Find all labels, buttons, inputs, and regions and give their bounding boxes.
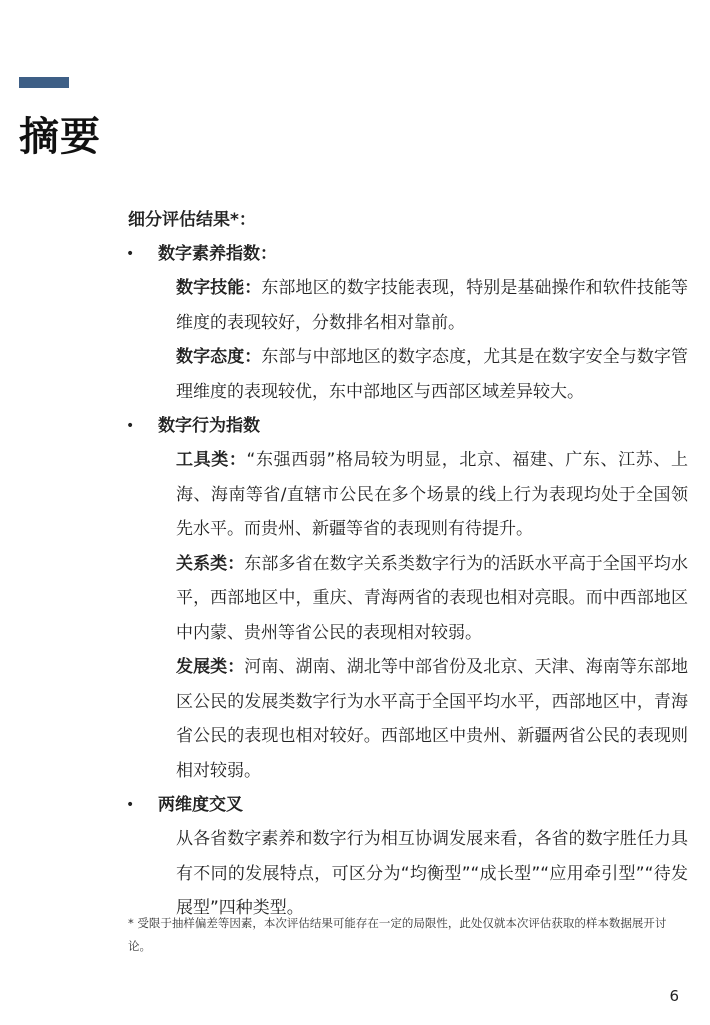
paragraph-text: “东强西弱”格局较为明显，北京、福建、广东、江苏、上海、海南等省/直辖市公民在多个场景的线上行为表现均处于全国领先水平。而贵州、新疆等省的表现则有待提升。 bbox=[176, 450, 689, 539]
paragraph-term: 发展类： bbox=[176, 657, 245, 677]
paragraph-term: 数字技能： bbox=[176, 278, 262, 298]
paragraph-term: 工具类： bbox=[176, 450, 247, 470]
paragraph-term: 关系类： bbox=[176, 553, 245, 574]
paragraph-text: 河南、湖南、湖北等中部省份及北京、天津、海南等东部地区公民的发展类数字行为水平高于全国平均水平，西部地区中，青海省公民的表现也相对较好。西部地区中贵州、新疆两省公民的表现则相对较弱。 bbox=[176, 657, 689, 781]
paragraph-text: 东部地区的数字技能表现，特别是基础操作和软件技能等维度的表现较好，分数排名相对靠前。 bbox=[176, 278, 689, 333]
paragraph-text: 东部与中部地区的数字态度，尤其是在数字安全与数字管理维度的表现较优，东中部地区与西部区域差异较大。 bbox=[176, 347, 689, 402]
page-title: 摘要 bbox=[19, 114, 101, 160]
footnote: * 受限于抽样偏差等因素，本次评估结果可能存在一定的局限性，此处仅就本次评估获取的样本数据展开讨论。 bbox=[128, 916, 667, 953]
bullet-section-cross-dimension bbox=[128, 788, 688, 822]
paragraph-digital-skills bbox=[176, 271, 688, 340]
bullet-label: 两维度交叉 bbox=[158, 795, 243, 815]
bullet-dot-icon: • bbox=[126, 246, 135, 262]
bullet-section-digital-literacy bbox=[128, 237, 688, 271]
bullet-dot-icon: • bbox=[126, 418, 135, 434]
paragraph-relation-type bbox=[176, 547, 688, 651]
intro-heading: 细分评估结果*： bbox=[128, 210, 256, 230]
paragraph-text: 东部多省在数字关系类数字行为的活跃水平高于全国平均水平，西部地区中，重庆、青海两省的表现也相对亮眼。而中西部地区中内蒙、贵州等省公民的表现相对较弱。 bbox=[176, 553, 689, 643]
title-accent-bar bbox=[19, 77, 69, 88]
page-number: 6 bbox=[669, 987, 679, 1005]
summary-content bbox=[128, 203, 688, 926]
paragraph-text: 从各省数字素养和数字行为相互协调发展来看，各省的数字胜任力具有不同的发展特点，可区分为“均衡型”“成长型”“应用牵引型”“待发展型”四种类型。 bbox=[176, 829, 688, 918]
paragraph-digital-attitude bbox=[176, 340, 688, 409]
bullet-label: 数字行为指数 bbox=[158, 416, 260, 436]
bullet-section-digital-behavior bbox=[128, 409, 688, 443]
paragraph-tool-type bbox=[176, 443, 688, 547]
bullet-dot-icon: • bbox=[126, 797, 135, 813]
paragraph-development-type bbox=[176, 650, 688, 788]
paragraph-term: 数字态度： bbox=[176, 347, 262, 367]
paragraph-cross-dimension bbox=[176, 822, 688, 926]
bullet-label: 数字素养指数： bbox=[158, 244, 277, 264]
